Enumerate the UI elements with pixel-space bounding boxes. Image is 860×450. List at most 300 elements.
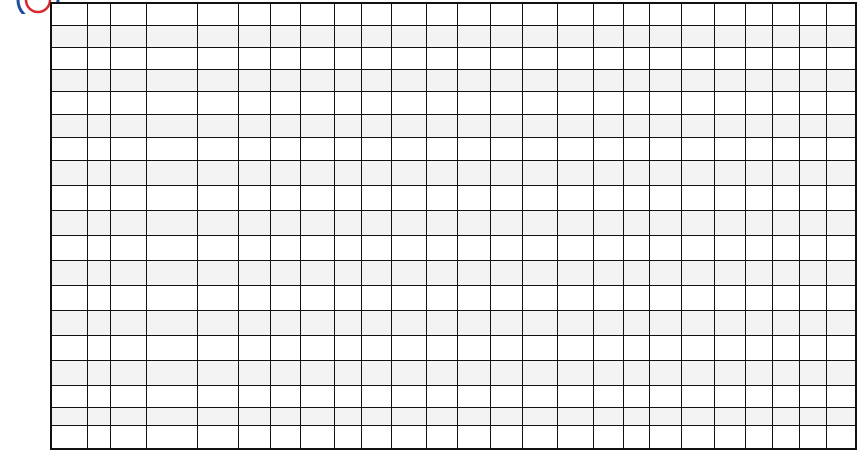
table-cell	[681, 260, 714, 285]
table-cell	[490, 360, 522, 385]
table-cell	[714, 335, 745, 360]
table-cell	[426, 3, 457, 25]
table-cell	[87, 260, 110, 285]
table-cell	[649, 185, 681, 210]
table-cell	[87, 114, 110, 137]
table-cell	[457, 285, 490, 310]
table-cell	[681, 185, 714, 210]
table-cell	[270, 285, 300, 310]
table-cell	[593, 260, 623, 285]
table-cell	[714, 385, 745, 407]
table-cell	[87, 160, 110, 185]
table-cell	[238, 385, 270, 407]
table-cell	[649, 335, 681, 360]
spreadsheet	[50, 2, 857, 450]
table-cell	[391, 69, 426, 91]
table-cell	[745, 25, 772, 47]
table-cell	[649, 310, 681, 335]
table-cell	[361, 285, 391, 310]
table-cell	[772, 407, 799, 425]
table-cell	[557, 3, 593, 25]
table-cell	[714, 25, 745, 47]
table-cell	[146, 185, 197, 210]
table-cell	[714, 185, 745, 210]
table-cell	[826, 137, 856, 160]
table-cell	[300, 425, 334, 449]
table-cell	[745, 285, 772, 310]
table-cell	[238, 407, 270, 425]
table-cell	[87, 3, 110, 25]
table-cell	[426, 235, 457, 260]
table-cell	[361, 160, 391, 185]
table-cell	[391, 210, 426, 235]
table-cell	[110, 360, 146, 385]
table-cell	[361, 335, 391, 360]
table-cell	[745, 210, 772, 235]
table-cell	[623, 407, 649, 425]
table-cell	[557, 360, 593, 385]
table-cell	[270, 137, 300, 160]
table-cell	[799, 385, 826, 407]
table-cell	[522, 47, 557, 69]
table-cell	[457, 360, 490, 385]
table-cell	[334, 210, 361, 235]
table-cell	[334, 69, 361, 91]
table-cell	[334, 407, 361, 425]
table-cell	[745, 114, 772, 137]
table-cell	[334, 3, 361, 25]
table-cell	[110, 385, 146, 407]
table-cell	[457, 69, 490, 91]
table-cell	[772, 69, 799, 91]
table-cell	[826, 335, 856, 360]
table-cell	[623, 360, 649, 385]
table-cell	[714, 310, 745, 335]
table-cell	[300, 137, 334, 160]
table-cell	[522, 69, 557, 91]
table-cell	[391, 160, 426, 185]
table-cell	[826, 91, 856, 114]
table-cell	[826, 425, 856, 449]
table-cell	[270, 47, 300, 69]
table-cell	[745, 360, 772, 385]
table-cell	[649, 137, 681, 160]
table-cell	[391, 310, 426, 335]
table-cell	[426, 385, 457, 407]
table-cell	[649, 25, 681, 47]
table-cell	[772, 91, 799, 114]
table-cell	[799, 235, 826, 260]
table-cell	[334, 235, 361, 260]
table-cell	[522, 25, 557, 47]
table-cell	[110, 91, 146, 114]
table-cell	[457, 235, 490, 260]
table-cell	[623, 425, 649, 449]
table-cell	[714, 235, 745, 260]
table-cell	[522, 185, 557, 210]
table-cell	[714, 210, 745, 235]
table-cell	[426, 425, 457, 449]
table-cell	[300, 160, 334, 185]
table-cell	[361, 69, 391, 91]
table-cell	[490, 47, 522, 69]
table-cell	[334, 335, 361, 360]
table-cell	[426, 210, 457, 235]
table-cell	[110, 425, 146, 449]
table-row	[51, 335, 856, 360]
table-cell	[334, 91, 361, 114]
table-cell	[681, 285, 714, 310]
table-cell	[649, 407, 681, 425]
table-cell	[334, 137, 361, 160]
table-cell	[772, 335, 799, 360]
table-cell	[87, 407, 110, 425]
table-cell	[772, 137, 799, 160]
table-cell	[714, 137, 745, 160]
table-cell	[826, 160, 856, 185]
table-cell	[623, 47, 649, 69]
table-cell	[426, 185, 457, 210]
table-cell	[51, 69, 87, 91]
table-cell	[270, 114, 300, 137]
table-cell	[681, 235, 714, 260]
table-cell	[649, 235, 681, 260]
table-row	[51, 360, 856, 385]
table-cell	[557, 137, 593, 160]
table-cell	[270, 360, 300, 385]
table-cell	[745, 160, 772, 185]
table-cell	[270, 407, 300, 425]
table-cell	[270, 3, 300, 25]
table-cell	[361, 47, 391, 69]
table-cell	[826, 3, 856, 25]
table-cell	[772, 235, 799, 260]
table-cell	[714, 69, 745, 91]
table-cell	[826, 69, 856, 91]
table-cell	[457, 385, 490, 407]
table-cell	[391, 335, 426, 360]
table-cell	[593, 91, 623, 114]
table-cell	[426, 285, 457, 310]
table-cell	[334, 25, 361, 47]
table-cell	[300, 385, 334, 407]
table-cell	[557, 385, 593, 407]
table-cell	[300, 407, 334, 425]
table-cell	[557, 47, 593, 69]
table-cell	[110, 25, 146, 47]
table-cell	[51, 335, 87, 360]
table-cell	[238, 137, 270, 160]
table-row	[51, 185, 856, 210]
table-cell	[490, 137, 522, 160]
table-cell	[714, 360, 745, 385]
table-cell	[799, 360, 826, 385]
table-cell	[772, 3, 799, 25]
table-cell	[593, 25, 623, 47]
table-cell	[681, 25, 714, 47]
table-cell	[745, 335, 772, 360]
table-cell	[146, 47, 197, 69]
table-cell	[557, 185, 593, 210]
table-cell	[146, 335, 197, 360]
table-cell	[490, 91, 522, 114]
table-cell	[593, 285, 623, 310]
table-cell	[681, 3, 714, 25]
table-cell	[238, 69, 270, 91]
table-cell	[361, 425, 391, 449]
table-cell	[826, 210, 856, 235]
table-cell	[87, 137, 110, 160]
table-cell	[772, 114, 799, 137]
table-cell	[334, 47, 361, 69]
table-cell	[826, 310, 856, 335]
table-cell	[238, 335, 270, 360]
table-cell	[623, 137, 649, 160]
table-cell	[361, 407, 391, 425]
table-cell	[426, 137, 457, 160]
table-cell	[51, 137, 87, 160]
table-cell	[270, 260, 300, 285]
table-cell	[110, 69, 146, 91]
table-cell	[799, 185, 826, 210]
table-cell	[51, 160, 87, 185]
table-cell	[522, 160, 557, 185]
table-cell	[197, 69, 238, 91]
table-cell	[391, 91, 426, 114]
table-cell	[361, 114, 391, 137]
table-cell	[522, 407, 557, 425]
table-cell	[146, 425, 197, 449]
table-cell	[557, 310, 593, 335]
table-cell	[51, 3, 87, 25]
table-cell	[772, 160, 799, 185]
table-cell	[110, 3, 146, 25]
table-cell	[745, 3, 772, 25]
table-cell	[300, 360, 334, 385]
table-cell	[391, 3, 426, 25]
table-cell	[51, 385, 87, 407]
table-cell	[826, 47, 856, 69]
table-cell	[799, 91, 826, 114]
table-cell	[772, 385, 799, 407]
table-cell	[391, 185, 426, 210]
table-cell	[197, 185, 238, 210]
table-cell	[110, 335, 146, 360]
table-cell	[87, 310, 110, 335]
table-cell	[110, 407, 146, 425]
table-cell	[772, 285, 799, 310]
table-cell	[593, 47, 623, 69]
table-cell	[593, 3, 623, 25]
table-cell	[87, 285, 110, 310]
table-cell	[490, 185, 522, 210]
table-cell	[649, 360, 681, 385]
table-cell	[826, 285, 856, 310]
table-row	[51, 3, 856, 25]
table-cell	[681, 425, 714, 449]
table-cell	[361, 3, 391, 25]
table-cell	[623, 160, 649, 185]
table-cell	[826, 25, 856, 47]
table-cell	[623, 385, 649, 407]
table-cell	[300, 25, 334, 47]
table-cell	[745, 69, 772, 91]
table-cell	[522, 360, 557, 385]
table-cell	[361, 310, 391, 335]
table-cell	[681, 137, 714, 160]
table-cell	[714, 3, 745, 25]
table-cell	[522, 385, 557, 407]
table-cell	[146, 114, 197, 137]
table-cell	[197, 260, 238, 285]
table-cell	[300, 235, 334, 260]
table-cell	[334, 185, 361, 210]
table-cell	[745, 91, 772, 114]
table-cell	[300, 335, 334, 360]
table-cell	[490, 3, 522, 25]
table-cell	[623, 285, 649, 310]
table-cell	[391, 25, 426, 47]
table-cell	[457, 335, 490, 360]
table-cell	[593, 114, 623, 137]
table-cell	[649, 385, 681, 407]
table-cell	[238, 285, 270, 310]
table-cell	[490, 260, 522, 285]
table-cell	[146, 3, 197, 25]
table-cell	[826, 114, 856, 137]
table-cell	[681, 385, 714, 407]
table-cell	[361, 91, 391, 114]
table-cell	[426, 335, 457, 360]
table-cell	[238, 91, 270, 114]
table-cell	[714, 114, 745, 137]
table-cell	[772, 360, 799, 385]
table-cell	[649, 425, 681, 449]
table-cell	[146, 285, 197, 310]
table-cell	[490, 235, 522, 260]
table-cell	[714, 425, 745, 449]
table-cell	[300, 69, 334, 91]
table-cell	[87, 385, 110, 407]
table-cell	[110, 47, 146, 69]
table-cell	[238, 114, 270, 137]
table-cell	[391, 47, 426, 69]
table-cell	[334, 285, 361, 310]
table-cell	[361, 235, 391, 260]
table-cell	[681, 360, 714, 385]
table-cell	[361, 25, 391, 47]
table-cell	[51, 425, 87, 449]
table-cell	[522, 114, 557, 137]
table-cell	[799, 260, 826, 285]
table-cell	[799, 310, 826, 335]
table-cell	[146, 235, 197, 260]
table-cell	[649, 47, 681, 69]
table-cell	[745, 260, 772, 285]
table-cell	[623, 25, 649, 47]
table-cell	[681, 335, 714, 360]
table-cell	[772, 47, 799, 69]
data-table	[50, 2, 857, 450]
table-cell	[522, 285, 557, 310]
table-cell	[826, 385, 856, 407]
table-cell	[593, 235, 623, 260]
table-cell	[197, 285, 238, 310]
table-cell	[557, 235, 593, 260]
table-cell	[772, 185, 799, 210]
table-cell	[426, 260, 457, 285]
table-cell	[649, 3, 681, 25]
table-row	[51, 385, 856, 407]
table-cell	[334, 360, 361, 385]
table-cell	[197, 114, 238, 137]
table-cell	[391, 360, 426, 385]
table-cell	[87, 360, 110, 385]
table-cell	[714, 91, 745, 114]
table-cell	[361, 360, 391, 385]
table-cell	[623, 91, 649, 114]
table-cell	[270, 385, 300, 407]
table-cell	[799, 25, 826, 47]
table-cell	[649, 114, 681, 137]
table-cell	[300, 285, 334, 310]
table-row	[51, 285, 856, 310]
table-cell	[110, 137, 146, 160]
table-cell	[361, 185, 391, 210]
table-cell	[681, 210, 714, 235]
table-cell	[457, 425, 490, 449]
table-cell	[826, 185, 856, 210]
table-cell	[197, 407, 238, 425]
table-cell	[87, 69, 110, 91]
table-row	[51, 160, 856, 185]
table-cell	[490, 385, 522, 407]
table-cell	[87, 335, 110, 360]
table-cell	[238, 160, 270, 185]
table-cell	[110, 235, 146, 260]
table-cell	[772, 310, 799, 335]
table-cell	[522, 137, 557, 160]
table-row	[51, 91, 856, 114]
table-cell	[714, 160, 745, 185]
table-cell	[714, 407, 745, 425]
table-cell	[300, 3, 334, 25]
table-cell	[110, 285, 146, 310]
table-cell	[799, 407, 826, 425]
table-cell	[745, 235, 772, 260]
table-row	[51, 137, 856, 160]
table-cell	[270, 235, 300, 260]
table-row	[51, 235, 856, 260]
table-cell	[51, 407, 87, 425]
table-cell	[426, 407, 457, 425]
table-cell	[490, 114, 522, 137]
table-cell	[623, 185, 649, 210]
table-cell	[270, 425, 300, 449]
table-cell	[391, 385, 426, 407]
table-cell	[623, 69, 649, 91]
table-cell	[457, 137, 490, 160]
table-cell	[391, 260, 426, 285]
table-cell	[557, 260, 593, 285]
table-cell	[87, 47, 110, 69]
table-cell	[623, 114, 649, 137]
table-cell	[197, 385, 238, 407]
table-cell	[490, 310, 522, 335]
table-cell	[361, 260, 391, 285]
table-cell	[745, 407, 772, 425]
table-cell	[522, 310, 557, 335]
